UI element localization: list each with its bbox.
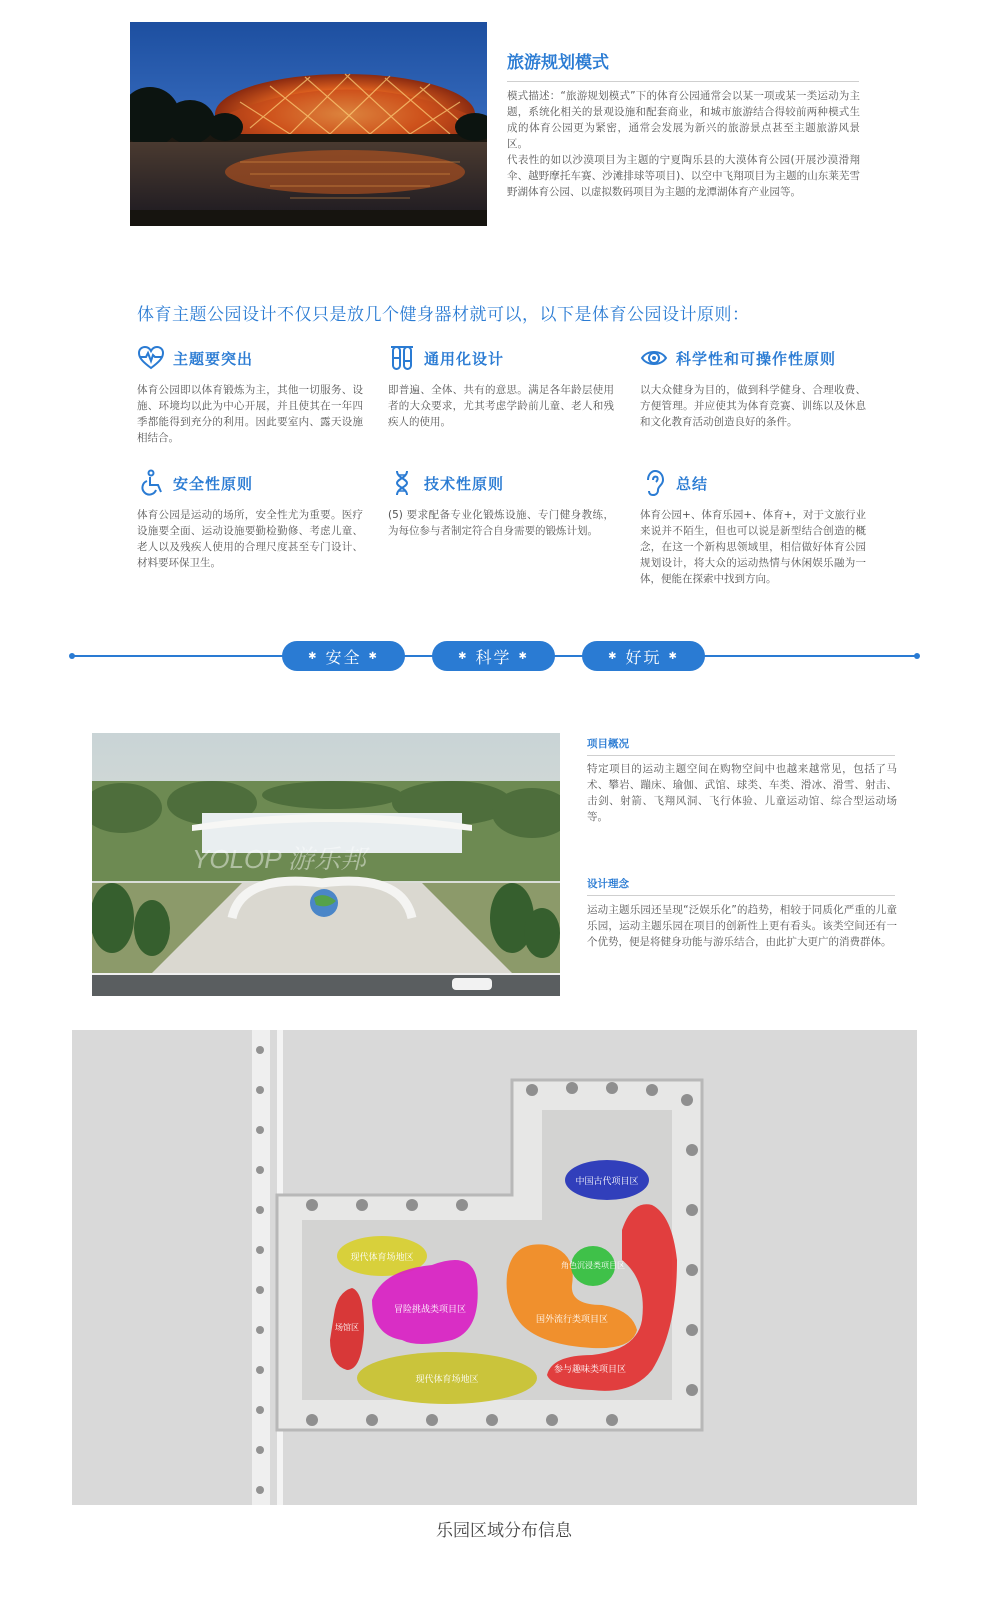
principle-body: 体育公园是运动的场所，安全性尤为重要。医疗设施要全面、运动设施要勤检勤修、考虑儿童、老人以及残疾人使用的合理尺度甚至专门设计、材料要环保卫生。 — [137, 509, 363, 569]
park-entrance-rendering — [92, 733, 560, 996]
zone-label: 国外流行类项目区 — [535, 1314, 609, 1324]
map-caption: 乐园区域分布信息 — [436, 1521, 572, 1541]
principle-title: 总结 — [676, 474, 709, 493]
star-icon: ✱ — [368, 650, 379, 662]
zone-label: 冒险挑战类项目区 — [393, 1304, 467, 1314]
dna-icon — [388, 469, 416, 497]
section-divider — [507, 81, 859, 82]
heart-pulse-icon — [137, 344, 165, 372]
principle-body: 体育公园即以体育锻炼为主，其他一切服务、设施、环境均以此为中心开展，并且使其在一年四季都能得到充分的利用。因此要室内、露天设施相结合。 — [137, 384, 363, 444]
ear-icon — [640, 469, 668, 497]
description-paragraph: 代表性的如以沙漠项目为主题的宁夏陶乐县的大漠体育公园(开展沙漠滑翔伞、越野摩托车赛、沙滩排球等项目)、以空中飞翔项目为主题的山东莱芜雪野湖体育公园、以虚拟数码项目为主题的龙潭湖体育产业园等。 — [507, 154, 860, 198]
pill-label: 好玩 — [625, 647, 662, 667]
description-paragraph: 模式描述：“旅游规划模式”下的体育公园通常会以某一项或某一类运动为主题，系统化相关的景观设施和配套商业，和城市旅游结合得较前两种模式生成的体育公园更为紧密，通常会发展为新兴的旅游景点甚至主题旅游风景区。 — [507, 90, 860, 150]
principle-body: (5) 要求配备专业化锻炼设施、专门健身教练，为每位参与者制定符合自身需要的锻炼计划。 — [388, 509, 614, 537]
principle-body: 体育公园+、体育乐园+、体育+，对于文旅行业来说并不陌生，但也可以说是新型结合创造的概念，在这一个新构思领域里，相信做好体育公园规划设计，将大众的运动热情与休闲娱乐融为一体，便能在探索中找到方向。 — [640, 509, 866, 585]
zone-label: 参与趣味类项目区 — [553, 1364, 627, 1374]
divider-end-dot — [69, 653, 75, 659]
overview-body: 特定项目的运动主题空间在购物空间中也越来越常见，包括了马术、攀岩、蹦床、瑜伽、武馆、球类、车类、滑冰、滑雪、射击、击剑、射箭、飞翔风洞、飞行体验、儿童运动馆、综合型运动场等。 — [587, 763, 897, 823]
zone-label: 现代体育场地区 — [350, 1252, 414, 1262]
section-title-tourism-mode: 旅游规划模式 — [507, 53, 609, 73]
park-zoning-map — [72, 1030, 917, 1505]
principle-body: 即普遍、全体、共有的意思。满足各年龄层使用者的大众要求，尤其考虑学龄前儿童、老人和残疾人的使用。 — [388, 384, 614, 428]
stadium-night-photo — [130, 22, 487, 226]
concept-divider — [587, 895, 895, 896]
overview-divider — [587, 755, 895, 756]
pill-fun — [582, 641, 705, 671]
stadium-illustration — [130, 22, 487, 226]
principle-card — [137, 344, 363, 446]
pill-label: 安全 — [325, 647, 362, 667]
test-tubes-icon — [388, 344, 416, 372]
star-icon: ✱ — [668, 650, 679, 662]
principle-title: 通用化设计 — [424, 349, 505, 368]
star-icon: ✱ — [458, 650, 469, 662]
concept-title: 设计理念 — [587, 878, 629, 890]
principle-title: 安全性原则 — [173, 474, 254, 493]
principle-card — [388, 469, 614, 539]
zone-label: 场馆区 — [335, 1323, 359, 1332]
star-icon: ✱ — [308, 650, 319, 662]
wheelchair-icon — [137, 469, 165, 497]
overview-title: 项目概况 — [587, 738, 629, 750]
principle-title: 主题要突出 — [173, 349, 254, 368]
principle-title: 技术性原则 — [424, 474, 505, 493]
principle-title: 科学性和可操作性原则 — [676, 349, 837, 368]
star-icon: ✱ — [518, 650, 529, 662]
zone-label: 角色沉浸类项目区 — [561, 1261, 625, 1270]
divider-end-dot — [914, 653, 920, 659]
principle-card — [640, 469, 866, 587]
star-icon: ✱ — [608, 650, 619, 662]
pill-safety — [282, 641, 405, 671]
principle-body: 以大众健身为目的，做到科学健身、合理收费、方便管理。并应使其为体育竞赛、训练以及休息和文化教育活动创造良好的条件。 — [640, 384, 866, 428]
principles-heading: 体育主题公园设计不仅只是放几个健身器材就可以，以下是体育公园设计原则： — [137, 305, 750, 325]
principle-card — [137, 469, 363, 571]
pill-label: 科学 — [475, 647, 512, 667]
zone-label: 现代体育场地区 — [415, 1374, 479, 1384]
principle-card — [388, 344, 614, 430]
concept-body: 运动主题乐园还呈现“泛娱乐化”的趋势，相较于同质化严重的儿童乐园，运动主题乐园在项目的创新性上更有看头。该类空间还有一个优势，便是将健身功能与游乐结合，由此扩大更广的消费群体。 — [587, 904, 897, 948]
rendering-watermark: YOLOP 游乐邦 — [192, 844, 366, 874]
tourism-mode-description — [507, 88, 860, 200]
eye-icon — [640, 344, 668, 372]
zone-label: 中国古代项目区 — [575, 1176, 639, 1186]
pill-science — [432, 641, 555, 671]
principle-card — [640, 344, 880, 430]
